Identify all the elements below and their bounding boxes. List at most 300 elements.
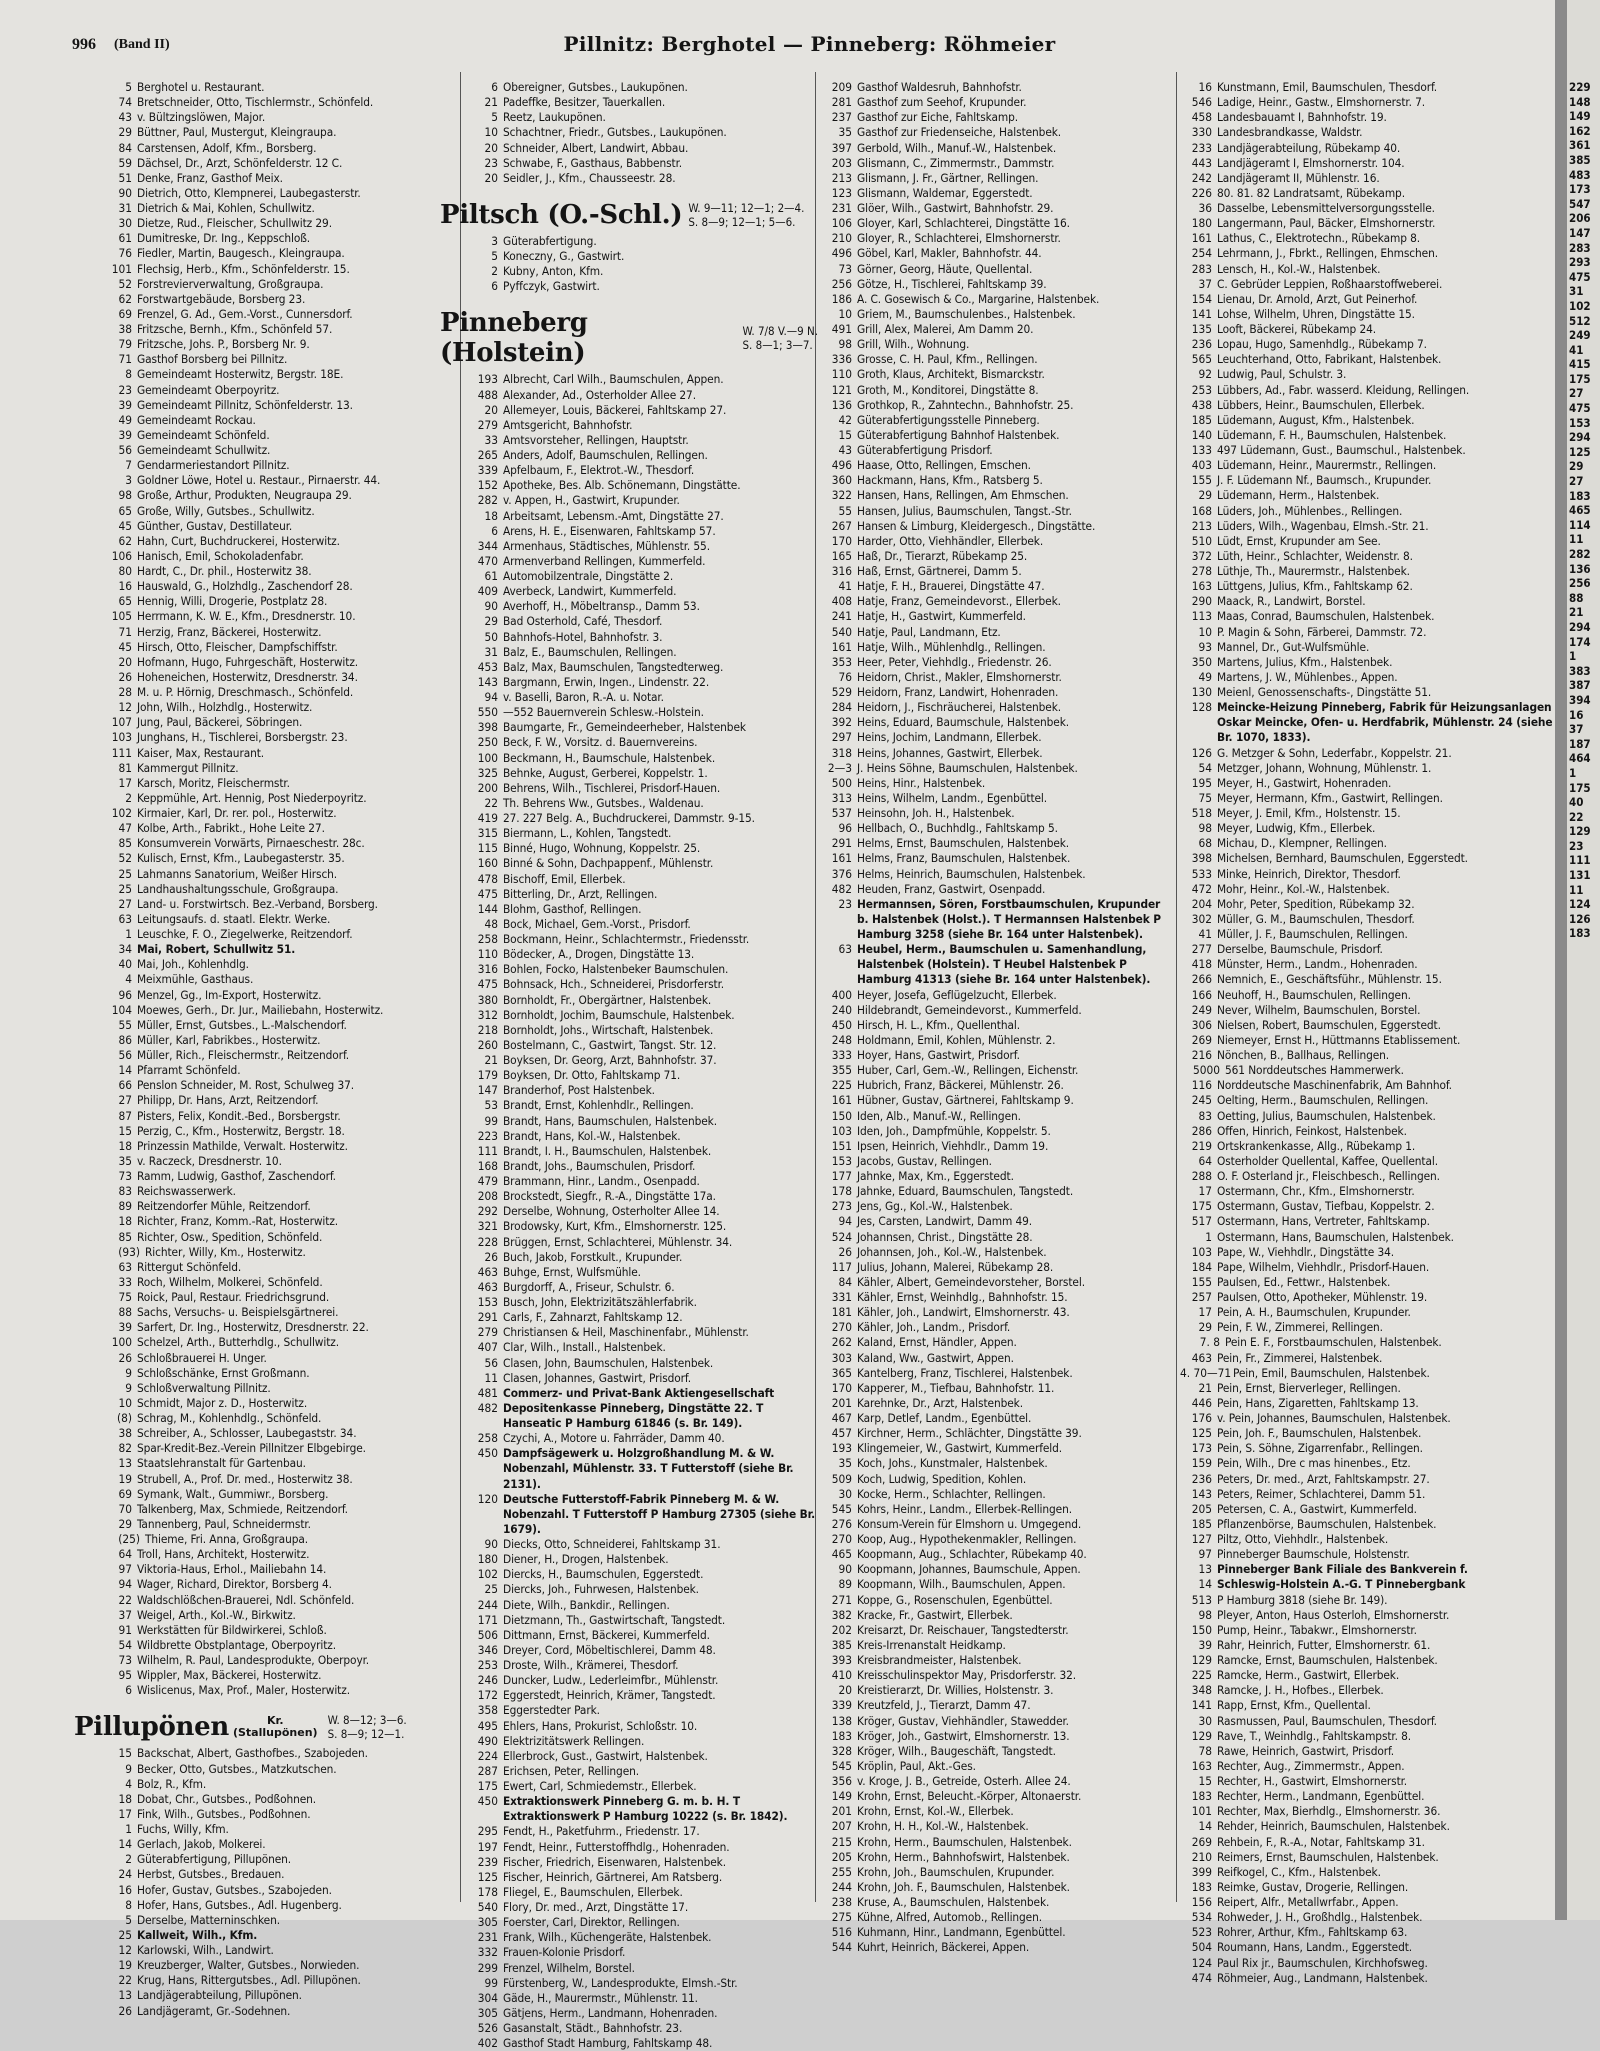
phone-number: 239 (477, 1854, 498, 1869)
office-hours (688, 201, 804, 229)
entry-text: Mai, Joh., Kohlenhdlg. (137, 957, 249, 972)
entry-text: Roumann, Hans, Landm., Eggerstedt. (1217, 1940, 1413, 1955)
directory-entry (1180, 1517, 1554, 1532)
phone-number: 133 (1191, 443, 1212, 457)
phone-number: 419 (477, 811, 498, 825)
entry-text: Talkenberg, Max, Schmiede, Reitzendorf. (137, 1501, 348, 1516)
directory-entry (820, 352, 1175, 367)
next-page-number: 153 (1569, 415, 1591, 430)
entry-text: Pinneberger Baumschule, Holstenstr. (1217, 1547, 1410, 1562)
phone-number: 205 (1191, 1501, 1212, 1516)
directory-entry (100, 1441, 455, 1456)
directory-entry (1180, 882, 1554, 897)
entry-text: Offen, Hinrich, Feinkost, Halstenbek. (1217, 1123, 1407, 1138)
phone-number: 38 (118, 1426, 132, 1441)
entry-text: Goldner Löwe, Hotel u. Restaur., Pirnaerstr. 44. (137, 473, 381, 488)
directory-entry (1180, 912, 1554, 927)
entry-text: Diete, Wilh., Bankdir., Rellingen. (503, 1597, 670, 1612)
entry-text: Mannel, Dr., Gut-Wulfsmühle. (1217, 639, 1370, 654)
phone-number: 513 (1191, 1592, 1212, 1607)
entry-text: Ramm, Ludwig, Gasthof, Zaschendorf. (137, 1169, 336, 1183)
directory-entry (466, 962, 818, 977)
phone-number: 27 (118, 896, 132, 911)
entry-text: Wildbrette Obstplantage, Oberpoyritz. (137, 1637, 337, 1652)
phone-number: 4 (125, 972, 132, 987)
directory-entry (100, 1396, 455, 1411)
entry-text: Güterabfertigung Prisdorf. (857, 443, 993, 457)
directory-entry (1180, 1593, 1554, 1608)
directory-entry (100, 1913, 455, 1928)
directory-entry (820, 867, 1175, 882)
directory-entry (1180, 1381, 1554, 1396)
directory-entry (1180, 897, 1554, 912)
next-page-number: 175 (1569, 371, 1591, 386)
directory-entry (100, 1943, 455, 1958)
directory-entry (100, 1411, 455, 1426)
directory-entry (466, 1386, 818, 1401)
phone-number: 218 (477, 1022, 498, 1037)
entry-text: Gemeindeamt Hosterwitz, Bergstr. 18E. (137, 367, 344, 382)
phone-number: 463 (477, 1264, 498, 1279)
phone-number: 353 (831, 654, 852, 669)
entry-text: Meyer, Hermann, Kfm., Gastwirt, Rellingen. (1217, 790, 1443, 805)
entry-text: Kühne, Alfred, Automob., Rellingen. (857, 1910, 1043, 1925)
directory-entry (466, 781, 818, 796)
place-name: Pinneberg (Holstein) (440, 308, 588, 369)
directory-entry (100, 564, 455, 579)
entry-text: Pinneberger Bank Filiale des Bankverein f. (1217, 1562, 1468, 1577)
directory-entry (1180, 1214, 1554, 1229)
phone-number: 200 (477, 780, 498, 795)
entry-text: J. F. Lüdemann Nf., Baumsch., Krupunder. (1217, 473, 1432, 488)
phone-number: 175 (1191, 1199, 1212, 1214)
directory-entry (466, 2036, 818, 2051)
phone-number: 99 (484, 1113, 498, 1128)
phone-number: 111 (477, 1143, 498, 1158)
phone-number: 333 (831, 1048, 852, 1062)
entry-text: Moewes, Gerh., Dr. Jur., Mailiebahn, Hosterwitz. (137, 1002, 384, 1017)
directory-entry (100, 1335, 455, 1350)
phone-number: 183 (1191, 1879, 1212, 1894)
next-page-number: 256 (1569, 576, 1591, 591)
phone-number: 160 (477, 856, 498, 871)
phone-number: 127 (1191, 1532, 1212, 1546)
phone-number: 121 (831, 382, 852, 397)
phone-number: 286 (1191, 1123, 1212, 1138)
entry-text: Glöer, Wilh., Gastwirt, Bahnhofstr. 29. (857, 201, 1054, 215)
directory-entry (820, 670, 1175, 685)
entry-text: Ostermann, Hans, Baumschulen, Halstenbek. (1217, 1229, 1454, 1244)
entry-text: Denke, Franz, Gasthof Meix. (137, 170, 283, 185)
phone-number: 23 (118, 382, 132, 397)
entry-text: Fritzsche, Johs. P., Borsberg Nr. 9. (137, 337, 310, 352)
entry-text: Lübbers, Ad., Fabr. wasserd. Kleidung, Rellingen. (1217, 382, 1470, 397)
entry-text: Pein E. F., Forstbaumschulen, Halstenbek. (1225, 1335, 1442, 1350)
next-page-number: 37 (1569, 722, 1584, 737)
directory-entry (820, 1048, 1175, 1063)
phone-number: 61 (118, 231, 132, 246)
entry-text: 27. 227 Belg. A., Buchdruckerei, Dammstr. 9-15. (503, 811, 755, 825)
entry-text: Neuhoff, H., Baumschulen, Rellingen. (1217, 987, 1411, 1002)
directory-entry (820, 1744, 1175, 1759)
phone-number: (93) (118, 1244, 140, 1259)
entry-text: Meixmühle, Gasthaus. (137, 972, 254, 987)
phone-number: 517 (1191, 1214, 1212, 1229)
phone-number: 282 (477, 493, 498, 508)
directory-entry (1180, 1850, 1554, 1865)
office-hours-line: S. 8—1; 3—7. (742, 338, 813, 353)
phone-number: 25 (118, 866, 132, 881)
directory-entry (820, 761, 1175, 776)
phone-number: 408 (831, 594, 852, 609)
directory-entry (466, 1401, 818, 1431)
phone-number: 398 (1191, 851, 1212, 866)
phone-number: 29 (1198, 488, 1212, 503)
entry-text: Clar, Wilh., Install., Halstenbek. (503, 1340, 666, 1355)
phone-number: 213 (1191, 518, 1212, 533)
phone-number: 303 (831, 1350, 852, 1365)
directory-entry (466, 1976, 818, 1991)
entry-text: Müller, J. F., Baumschulen, Rellingen. (1217, 927, 1408, 941)
phone-number: 481 (477, 1385, 498, 1400)
office-hours-line: W. 8—12; 3—6. (327, 1713, 407, 1728)
entry-text: Minke, Heinrich, Direktor, Thesdorf. (1217, 866, 1401, 881)
phone-number: 128 (1191, 700, 1212, 715)
entry-text: Kallweit, Wilh., Kfm. (137, 1927, 258, 1942)
entry-text: Bretschneider, Otto, Tischlermstr., Schönfeld. (137, 95, 374, 110)
entry-text: Heins, Eduard, Baumschule, Halstenbek. (857, 715, 1070, 730)
directory-entry (466, 630, 818, 645)
phone-number: 123 (831, 185, 852, 200)
entry-text: Biermann, L., Kohlen, Tangstedt. (503, 826, 672, 841)
directory-entry (100, 594, 455, 609)
directory-entry (820, 836, 1175, 851)
directory-entry (100, 322, 455, 337)
entry-text: Troll, Hans, Architekt, Hosterwitz. (137, 1547, 310, 1562)
directory-entry (1180, 1230, 1554, 1245)
phone-number: 210 (831, 231, 852, 246)
phone-number: 98 (838, 337, 852, 352)
entry-text: Heubel, Herm., Baumschulen u. Samenhandlung, Halstenbek (Holstein). T Heubel Halstenbek P Hamburg 41313 (siehe Br. 164 unter Halstenbek). (857, 942, 1151, 987)
directory-entry (100, 443, 455, 458)
phone-number: 457 (831, 1426, 852, 1441)
entry-text: Kreisschulinspektor May, Prisdorferstr. 32. (857, 1668, 1077, 1683)
directory-entry (466, 1492, 818, 1537)
entry-text: Büttner, Paul, Mustergut, Kleingraupa. (137, 125, 337, 140)
directory-entry (1180, 1925, 1554, 1940)
phone-number: 159 (1191, 1456, 1212, 1471)
directory-entry (466, 539, 818, 554)
phone-number: 22 (484, 795, 498, 810)
entry-text: Diener, H., Drogen, Halstenbek. (503, 1552, 669, 1567)
directory-entry (1180, 1804, 1554, 1819)
phone-number: 15 (838, 427, 852, 442)
phone-number: 516 (831, 1925, 852, 1940)
directory-entry (466, 156, 818, 171)
phone-number: 273 (831, 1199, 852, 1214)
directory-entry (820, 1290, 1175, 1305)
directory-entry (820, 398, 1175, 413)
entry-text: Gasthof zur Eiche, Fahltskamp. (857, 110, 1019, 125)
phone-number: 478 (477, 871, 498, 886)
next-page-number: 547 (1569, 196, 1591, 211)
phone-number: 97 (1198, 1547, 1212, 1562)
directory-entry (820, 1320, 1175, 1335)
entry-text: Landhaushaltungsschule, Großgraupa. (137, 881, 339, 896)
entry-text: Rechter, H., Gastwirt, Elmshornerstr. (1217, 1774, 1408, 1788)
phone-number: 506 (477, 1627, 498, 1642)
entry-text: Fliegel, E., Baumschulen, Ellerbek. (503, 1884, 683, 1899)
directory-entry (820, 1456, 1175, 1471)
phone-number: 9 (125, 1761, 132, 1776)
phone-number: 470 (477, 553, 498, 568)
entry-text: Bahnhofs-Hotel, Bahnhofstr. 3. (503, 629, 663, 644)
directory-entry (820, 1396, 1175, 1411)
phone-number: 43 (838, 443, 852, 457)
phone-number: 328 (831, 1743, 852, 1758)
entry-text: Duncker, Ludw., Lederleimfbr., Mühlenstr. (503, 1673, 719, 1688)
directory-entry (820, 897, 1175, 942)
phone-number: 438 (1191, 397, 1212, 412)
phone-number: 26 (484, 1249, 498, 1264)
directory-entry (466, 1114, 818, 1129)
phone-number: 54 (1198, 760, 1212, 775)
directory-entry (820, 1441, 1175, 1456)
entry-text: Deutsche Futterstoff-Fabrik Pinneberg M. & W. Nobenzahl. T Futterstoff P Hamburg 27305 (siehe Br. 1679). (503, 1491, 816, 1536)
phone-number: 65 (118, 503, 132, 518)
phone-number: 14 (118, 1837, 132, 1852)
directory-entry (100, 1487, 455, 1502)
entry-text: Perzig, C., Kfm., Hosterwitz, Bergstr. 18. (137, 1123, 345, 1138)
phone-number: 161 (831, 1093, 852, 1108)
directory-entry (1180, 1351, 1554, 1366)
column-2 (440, 80, 818, 2051)
directory-entry (820, 171, 1175, 186)
entry-text: Gasthof Waldesruh, Bahnhofstr. (857, 80, 1022, 94)
entry-text: Penslon Schneider, M. Rost, Schulweg 37. (137, 1078, 355, 1093)
phone-number: 56 (118, 443, 132, 457)
phone-number: 30 (838, 1486, 852, 1501)
directory-entry (100, 1109, 455, 1124)
directory-entry (100, 1456, 455, 1471)
directory-entry (1180, 307, 1554, 322)
entry-text: Lehrmann, J., Fbrkt., Rellingen, Ehmschen. (1217, 246, 1438, 261)
directory-entry (100, 1547, 455, 1562)
directory-entry (820, 1593, 1175, 1608)
directory-entry (100, 292, 455, 307)
entry-text: Dittmann, Ernst, Bäckerei, Kummerfeld. (503, 1627, 710, 1642)
directory-entry (100, 1898, 455, 1913)
phone-number: 13 (118, 1456, 132, 1471)
directory-entry (466, 1159, 818, 1174)
directory-entry (1180, 1653, 1554, 1668)
phone-number: 64 (1198, 1153, 1212, 1168)
directory-entry (820, 458, 1175, 473)
phone-number: 2 (125, 790, 132, 805)
directory-entry (1180, 1048, 1554, 1063)
phone-number: 488 (477, 387, 498, 402)
directory-entry (100, 655, 455, 670)
directory-entry (100, 1154, 455, 1169)
entry-text: Konsumverein Vorwärts, Pirnaeschestr. 28c. (137, 836, 365, 851)
entry-text: Kuhmann, Hinr., Landmann, Egenbüttel. (857, 1925, 1066, 1940)
phone-number: 35 (838, 1456, 852, 1471)
phone-number: 65 (118, 594, 132, 609)
directory-entry (466, 1053, 818, 1068)
entry-text: v. Bültzingslöwen, Major. (137, 110, 266, 125)
directory-entry (466, 171, 818, 186)
phone-number: 495 (477, 1718, 498, 1733)
entry-text: Griem, M., Baumschulenbes., Halstenbek. (857, 306, 1076, 321)
entry-text: Kröger, Wilh., Baugeschäft, Tangstedt. (857, 1743, 1056, 1758)
entry-text: Landjägeramt, Gr.-Sodehnen. (137, 2003, 291, 2018)
phone-number: 316 (831, 564, 852, 578)
directory-entry (100, 473, 455, 488)
next-page-number: 125 (1569, 444, 1591, 459)
directory-entry (100, 1003, 455, 1018)
phone-number: 14 (118, 1063, 132, 1078)
next-page-number: 361 (1569, 138, 1591, 153)
directory-entry (466, 1628, 818, 1643)
phone-number: 6 (491, 279, 498, 294)
directory-entry (466, 1613, 818, 1628)
directory-entry (820, 579, 1175, 594)
phone-number: 90 (118, 185, 132, 200)
entry-text: Dietrich & Mai, Kohlen, Schullwitz. (137, 201, 315, 215)
phone-number: 70 (118, 1501, 132, 1516)
directory-entry (100, 110, 455, 125)
phone-number: 85 (118, 836, 132, 851)
phone-number: 110 (831, 367, 852, 382)
phone-number: 346 (477, 1642, 498, 1657)
entry-text: Lüttgens, Julius, Kfm., Fahltskamp 62. (1217, 579, 1413, 594)
entry-text: Brammann, Hinr., Landm., Osenpadd. (503, 1174, 700, 1188)
phone-number: 382 (831, 1607, 852, 1622)
phone-number: 171 (477, 1612, 498, 1627)
entry-text: Ellerbrock, Gust., Gastwirt, Halstenbek. (503, 1748, 708, 1763)
phone-number: 18 (118, 1214, 132, 1229)
entry-text: Oetting, Julius, Baumschulen, Halstenbek. (1217, 1108, 1436, 1123)
entry-text: Bornholdt, Johs., Wirtschaft, Halstenbek. (503, 1022, 714, 1037)
directory-entry (820, 640, 1175, 655)
directory-entry (820, 1789, 1175, 1804)
directory-entry (100, 1958, 455, 1973)
directory-entry (820, 95, 1175, 110)
next-page-number: 512 (1569, 313, 1591, 328)
phone-number: 475 (477, 977, 498, 992)
directory-entry (1180, 1366, 1554, 1381)
phone-number: 100 (477, 750, 498, 765)
phone-number: 344 (477, 538, 498, 553)
phone-number: 231 (477, 1930, 498, 1945)
entry-text: Bödecker, A., Drogen, Dingstätte 13. (503, 947, 695, 962)
phone-number: 101 (1191, 1804, 1212, 1819)
directory-entry (100, 1668, 455, 1683)
directory-entry (820, 1169, 1175, 1184)
directory-entry (100, 1973, 455, 1988)
directory-entry (100, 1837, 455, 1852)
entry-text: Pein, Hans, Zigaretten, Fahltskamp 13. (1217, 1395, 1419, 1410)
directory-entry (1180, 443, 1554, 458)
directory-entry (1180, 1033, 1554, 1048)
entry-text: Schloßverwaltung Pillnitz. (137, 1380, 271, 1395)
entry-text: G. Metzger & Sohn, Lederfabr., Koppelstr. 21. (1217, 745, 1452, 760)
directory-entry (100, 746, 455, 761)
entry-text: Dietrich, Otto, Klempnerei, Laubegasterstr. (137, 185, 361, 200)
phone-number: 215 (831, 1834, 852, 1849)
directory-entry (100, 413, 455, 428)
directory-entry (100, 1577, 455, 1592)
directory-entry (820, 277, 1175, 292)
phone-number: 365 (831, 1365, 852, 1380)
entry-text: Schreiber, A., Schlosser, Laubegaststr. 34. (137, 1426, 357, 1441)
phone-number: 75 (118, 1290, 132, 1304)
directory-entry (1180, 216, 1554, 231)
next-page-number: 11 (1569, 882, 1584, 897)
phone-number: 19 (118, 1958, 132, 1973)
directory-entry (1180, 1109, 1554, 1124)
phone-number: 193 (477, 372, 498, 387)
entry-text: Lübbers, Heinr., Baumschulen, Ellerbek. (1217, 397, 1425, 412)
entry-text: Rehbein, F., R.-A., Notar, Fahltskamp 31. (1217, 1834, 1425, 1849)
directory-entry (820, 625, 1175, 640)
directory-entry (100, 1366, 455, 1381)
entry-text: Herbst, Gutsbes., Bredauen. (137, 1867, 285, 1882)
directory-entry (1180, 352, 1554, 367)
phone-number: 266 (1191, 972, 1212, 987)
entry-text: Gasthof Stadt Hamburg, Fahltskamp 48. (503, 2036, 713, 2051)
entry-text: Werkstätten für Bildwirkerei, Schloß. (137, 1622, 327, 1637)
phone-number: 474 (1191, 1970, 1212, 1985)
phone-number: 181 (831, 1305, 852, 1320)
directory-entry (100, 1683, 455, 1698)
directory-entry (820, 1351, 1175, 1366)
directory-entry (466, 1310, 818, 1325)
directory-entry (100, 1562, 455, 1577)
phone-number: 56 (118, 1048, 132, 1062)
directory-entry (1180, 110, 1554, 125)
entry-text: Ewert, Carl, Schmiedemstr., Ellerbek. (503, 1779, 697, 1793)
phone-number: 313 (831, 790, 852, 805)
phone-number: 66 (118, 1078, 132, 1093)
phone-number: 279 (477, 417, 498, 432)
entry-text: Armenverband Rellingen, Kummerfeld. (503, 553, 706, 568)
directory-entry (100, 912, 455, 927)
entry-text: Kocke, Herm., Schlachter, Rellingen. (857, 1486, 1046, 1501)
phone-number: 12 (118, 700, 132, 715)
directory-entry (1180, 367, 1554, 382)
directory-entry (466, 1235, 818, 1250)
phone-number: 213 (831, 170, 852, 185)
phone-number: 152 (477, 478, 498, 493)
directory-entry (466, 554, 818, 569)
phone-number: 207 (831, 1819, 852, 1834)
phone-number: 15 (118, 1123, 132, 1138)
entry-text: Hansen, Julius, Baumschulen, Tangst.-Str. (857, 503, 1072, 518)
directory-entry (1180, 1759, 1554, 1774)
entry-text: P Hamburg 3818 (siehe Br. 149). (1217, 1592, 1388, 1607)
directory-entry (100, 670, 455, 685)
entry-text: Landesbauamt I, Bahnhofstr. 19. (1217, 110, 1387, 125)
directory-entry (820, 443, 1175, 458)
phone-number: 185 (1191, 412, 1212, 427)
phone-number: 42 (838, 412, 852, 427)
entry-text: Tannenberg, Paul, Schneidermstr. (137, 1516, 311, 1531)
phone-number: 48 (484, 916, 498, 931)
phone-number: 10 (1198, 624, 1212, 639)
entry-text: v. Kroge, J. B., Getreide, Osterh. Allee 24. (857, 1774, 1071, 1788)
directory-entry (466, 614, 818, 629)
